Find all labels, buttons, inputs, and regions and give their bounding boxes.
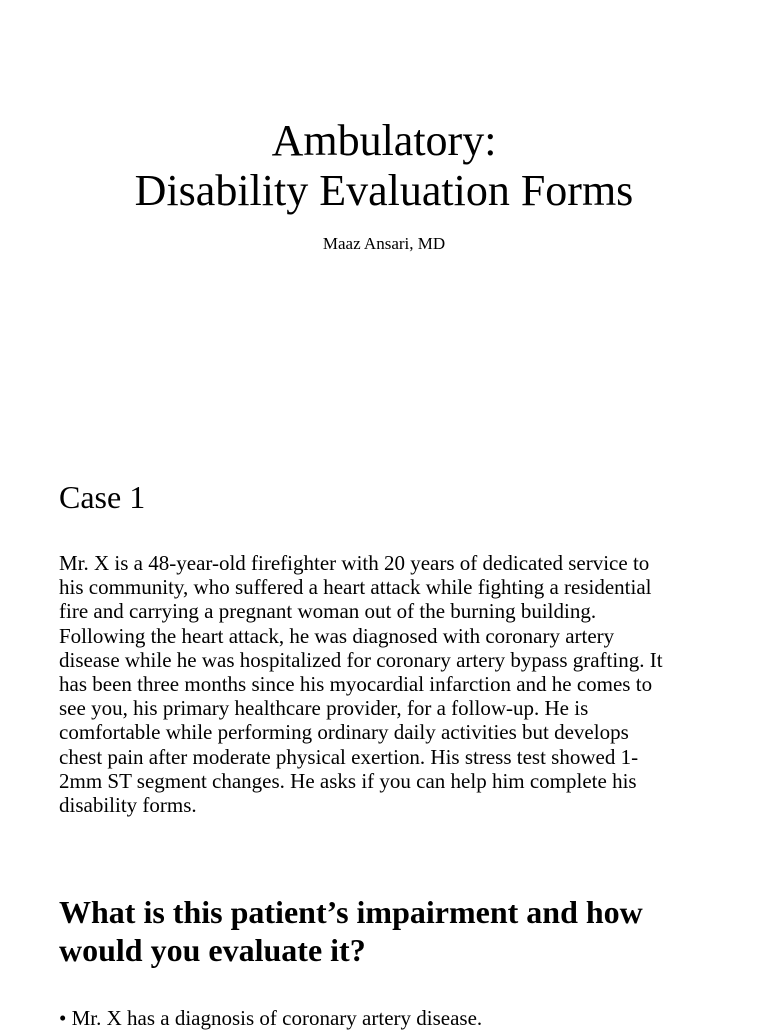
- document-title-line-1: Ambulatory:: [271, 116, 497, 165]
- case-text-line: 2mm ST segment changes. He asks if you can help him complete his: [59, 768, 637, 793]
- document-title-line-2: Disability Evaluation Forms: [134, 166, 634, 215]
- case-text-line: Mr. X is a 48-year-old firefighter with 20 years of dedicated service to: [59, 551, 650, 575]
- author-name: Maaz Ansari, MD: [322, 234, 446, 253]
- case-description: [59, 551, 719, 817]
- case-text-line: has been three months since his myocardial infarction and he comes to: [59, 672, 653, 697]
- case-text-line: chest pain after moderate physical exertion. His stress test showed 1-: [59, 744, 639, 769]
- question-line: would you evaluate it?: [59, 932, 366, 968]
- bullet-item: • Mr. X has a diagnosis of coronary artery disease.: [59, 1006, 483, 1030]
- case-text-line: disability forms.: [59, 793, 197, 818]
- question-line: What is this patient’s impairment and how: [59, 894, 643, 930]
- case-text-line: see you, his primary healthcare provider, for a follow-up. He is: [59, 696, 589, 721]
- case-text-line: disease while he was hospitalized for coronary artery bypass grafting. It: [59, 647, 663, 672]
- case-text-line: Following the heart attack, he was diagnosed with coronary artery: [59, 623, 615, 648]
- case-heading: Case 1: [59, 479, 146, 515]
- question-heading: [59, 893, 739, 969]
- case-text-line: comfortable while performing ordinary daily activities but develops: [59, 720, 629, 745]
- case-text-line: his community, who suffered a heart attack while fighting a residential: [59, 575, 652, 600]
- case-text-line: fire and carrying a pregnant woman out of the burning building.: [59, 599, 597, 624]
- title-block: [0, 116, 768, 254]
